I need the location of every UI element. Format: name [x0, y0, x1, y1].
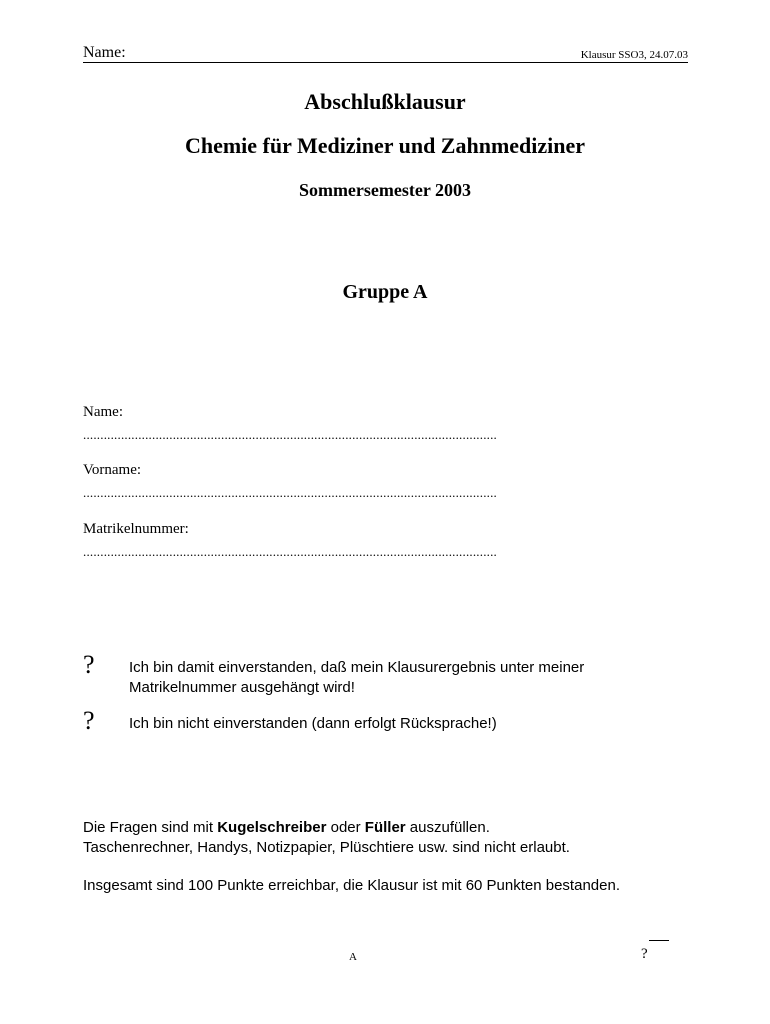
name-field-line[interactable]: ........................................................................................................................: [83, 428, 497, 442]
footer-rule: [649, 940, 669, 941]
consent-agree-checkbox[interactable]: ?: [83, 650, 95, 679]
footer-mark: [641, 940, 671, 962]
first-name-field-line[interactable]: ........................................................................................................................: [83, 486, 497, 500]
consent-disagree-text: Ich bin nicht einverstanden (dann erfolgt Rücksprache!): [129, 715, 497, 732]
footer-question-mark: ?: [641, 946, 648, 962]
first-name-field-label: Vorname:: [83, 462, 142, 478]
course-title: Chemie für Mediziner und Zahnmediziner: [184, 133, 586, 158]
consent-disagree-checkbox[interactable]: ?: [83, 706, 95, 735]
instruction-pen: [83, 818, 723, 838]
matriculation-field-line[interactable]: ........................................................................................................................: [83, 545, 497, 559]
matriculation-field-label: Matrikelnummer:: [83, 521, 189, 537]
name-field-label: Name:: [83, 404, 123, 420]
semester-title: Sommersemester 2003: [298, 180, 472, 200]
instruction-forbidden-items: Taschenrechner, Handys, Notizpapier, Plüschtiere usw. sind nicht erlaubt.: [83, 839, 570, 856]
instruction-pen-bold-ballpoint: Kugelschreiber: [217, 819, 327, 836]
header-line: [83, 44, 688, 63]
instruction-pen-before: Die Fragen sind mit: [83, 819, 218, 836]
instruction-pen-after: auszufüllen.: [405, 819, 490, 836]
consent-agree-text: Ich bin damit einverstanden, daß mein Klausurergebnis unter meiner Matrikelnummer ausgehängt wird!: [129, 659, 585, 696]
instruction-pen-bold-fountain: Füller: [364, 819, 406, 836]
page-label: A: [349, 951, 357, 963]
instruction-pen-middle: oder: [326, 819, 365, 836]
exam-title: Abschlußklausur: [304, 89, 466, 114]
header-name-label: Name:: [83, 44, 126, 61]
exam-reference: Klausur SSO3, 24.07.03: [580, 49, 688, 61]
group-title: Gruppe A: [342, 281, 428, 303]
instruction-points: Insgesamt sind 100 Punkte erreichbar, die Klausur ist mit 60 Punkten bestanden.: [83, 877, 620, 894]
